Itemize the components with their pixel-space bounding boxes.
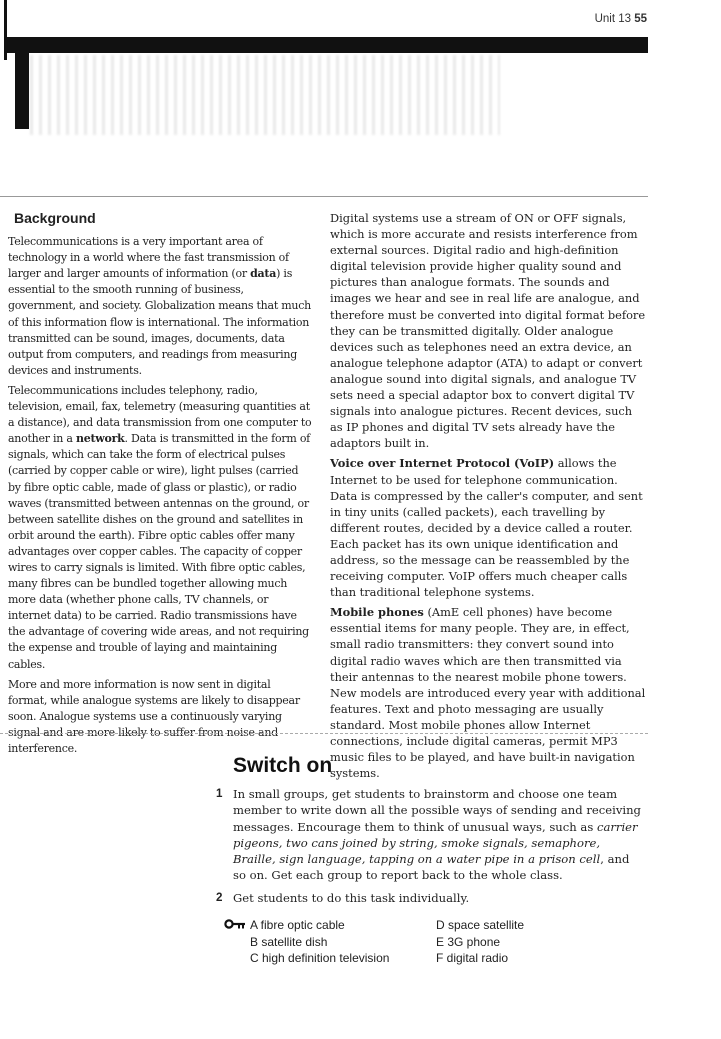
scan-smudge xyxy=(30,55,500,135)
switch-on-heading: Switch on xyxy=(233,754,333,777)
answers-left-column xyxy=(250,917,389,967)
background-heading: Background xyxy=(14,210,96,226)
answer-c: C high definition television xyxy=(250,951,390,965)
top-divider xyxy=(0,196,648,197)
bottom-divider xyxy=(0,733,648,734)
top-black-bar xyxy=(6,37,648,53)
unit-label: Unit 13 xyxy=(594,13,631,25)
task-1-text: In small groups, get students to brainstorm and choose one team member to write down all the possible ways of sending and receiving messages. Encourage them to think of unusual ways, such as carrier pigeons, two cans joined by string, smoke signals, semaphore, Braille, sign language, tapping on a water pipe in a prison cell, and so on. Get each group to report back to the whole class. xyxy=(233,787,641,883)
answer-f: F digital radio xyxy=(436,951,509,965)
page-number: 55 xyxy=(634,13,647,25)
task-1 xyxy=(216,786,645,884)
term-network: network xyxy=(75,432,125,446)
task-2 xyxy=(216,890,645,906)
term-data: data xyxy=(250,267,277,281)
right-column xyxy=(330,210,648,785)
task-1-examples: carrier pigeons, two cans joined by string, smoke signals, semaphore, Braille, sign language, tapping on a water pipe in a prison cell xyxy=(233,819,638,867)
answer-b: B satellite dish xyxy=(250,934,328,949)
answer-e: E 3G phone xyxy=(436,934,501,949)
background-paragraph-3: More and more information is now sent in digital format, while analogue systems are likely to disappear soon. Analogue systems use a continuously varying signal and are more likely to suffer from noise and interference. xyxy=(8,677,300,755)
background-paragraph-2: Telecommunications includes telephony, radio, television, email, fax, telemetry (measuring quantities at a distance), and data transmission from one computer to another in a network. Data is transmitted in the form of signals, which can take the form of electrical pulses (carried by copper cable or wire), light pulses (carried by fibre optic cable, made of glass or plastic), or radio waves (transmitted between antennas on the ground, or between satellite dishes on the ground and satellites in orbit around the earth). Fibre optic cables offer many advantages over copper cables. The capacity of copper wires to carry signals is limited. With fibre optic cables, many fibres can be bundled together allowing much more data (whether phone calls, TV channels, or internet data) to be carried. Radio transmissions have the advantage of covering wide areas, and not requiring the expense and trouble of laying and maintaining cables. xyxy=(8,383,312,671)
page-header xyxy=(595,13,647,25)
voip-lead: Voice over Internet Protocol (VoIP) xyxy=(330,456,555,471)
mobile-lead: Mobile phones xyxy=(330,605,424,620)
digital-systems-paragraph: Digital systems use a stream of ON or OFF signals, which is more accurate and resists interference from external sources. Digital radio and high-definition digital television provide higher quality sound and pictures than analogue formats. The sounds and images we hear and see in real life are analogue, and therefore must be converted into digital format before they can be transmitted digitally. Older analogue devices such as telephones need an extra device, an analogue telephone adaptor (ATA) to adapt or convert analogue sound into digital signals, and analogue TV sets need a special adaptor box to convert digital TV signals into analogue pictures. Recent devices, such as IP phones and digital TV sets already have the adaptors built in. xyxy=(330,211,646,451)
task-2-number: 2 xyxy=(216,891,223,904)
mobile-phones-paragraph: Mobile phones (AmE cell phones) have become essential items for many people. They are, in effect, small radio transmitters: they convert sound into digital radio waves which are then transmitted via their antennas to the nearest mobile phone towers. New models are introduced every year with additional features. Text and photo messaging are usually standard. Most mobile phones allow Internet connections, include digital cameras, permit MP3 music files to be played, and have built-in navigation systems. xyxy=(330,605,646,781)
answer-a: A fibre optic cable xyxy=(250,918,345,932)
left-black-block xyxy=(15,53,29,129)
task-1-number: 1 xyxy=(216,787,223,800)
answers-right-column xyxy=(436,917,524,967)
background-column xyxy=(8,210,312,761)
voip-paragraph: Voice over Internet Protocol (VoIP) allows the Internet to be used for telephone communication. Data is compressed by the caller's computer, and sent in tiny units (called packets), each travelling by different routes, decided by a device called a router. Each packet has its own unique identification and address, so the message can be reassembled by the receiving computer. VoIP offers much cheaper calls than traditional telephone systems. xyxy=(330,456,643,600)
answer-key-icon xyxy=(224,918,246,930)
task-2-text: Get students to do this task individually. xyxy=(233,891,470,905)
answer-d: D space satellite xyxy=(436,918,525,932)
background-paragraph-1: Telecommunications is a very important area of technology in a world where the fast transmission of larger and larger amounts of information (or data) is essential to the smooth running of business, government, and society. Globalization means that much of this information flow is international. The information transmitted can be sound, images, documents, data output from computers, and readings from measuring devices and instruments. xyxy=(8,235,311,377)
